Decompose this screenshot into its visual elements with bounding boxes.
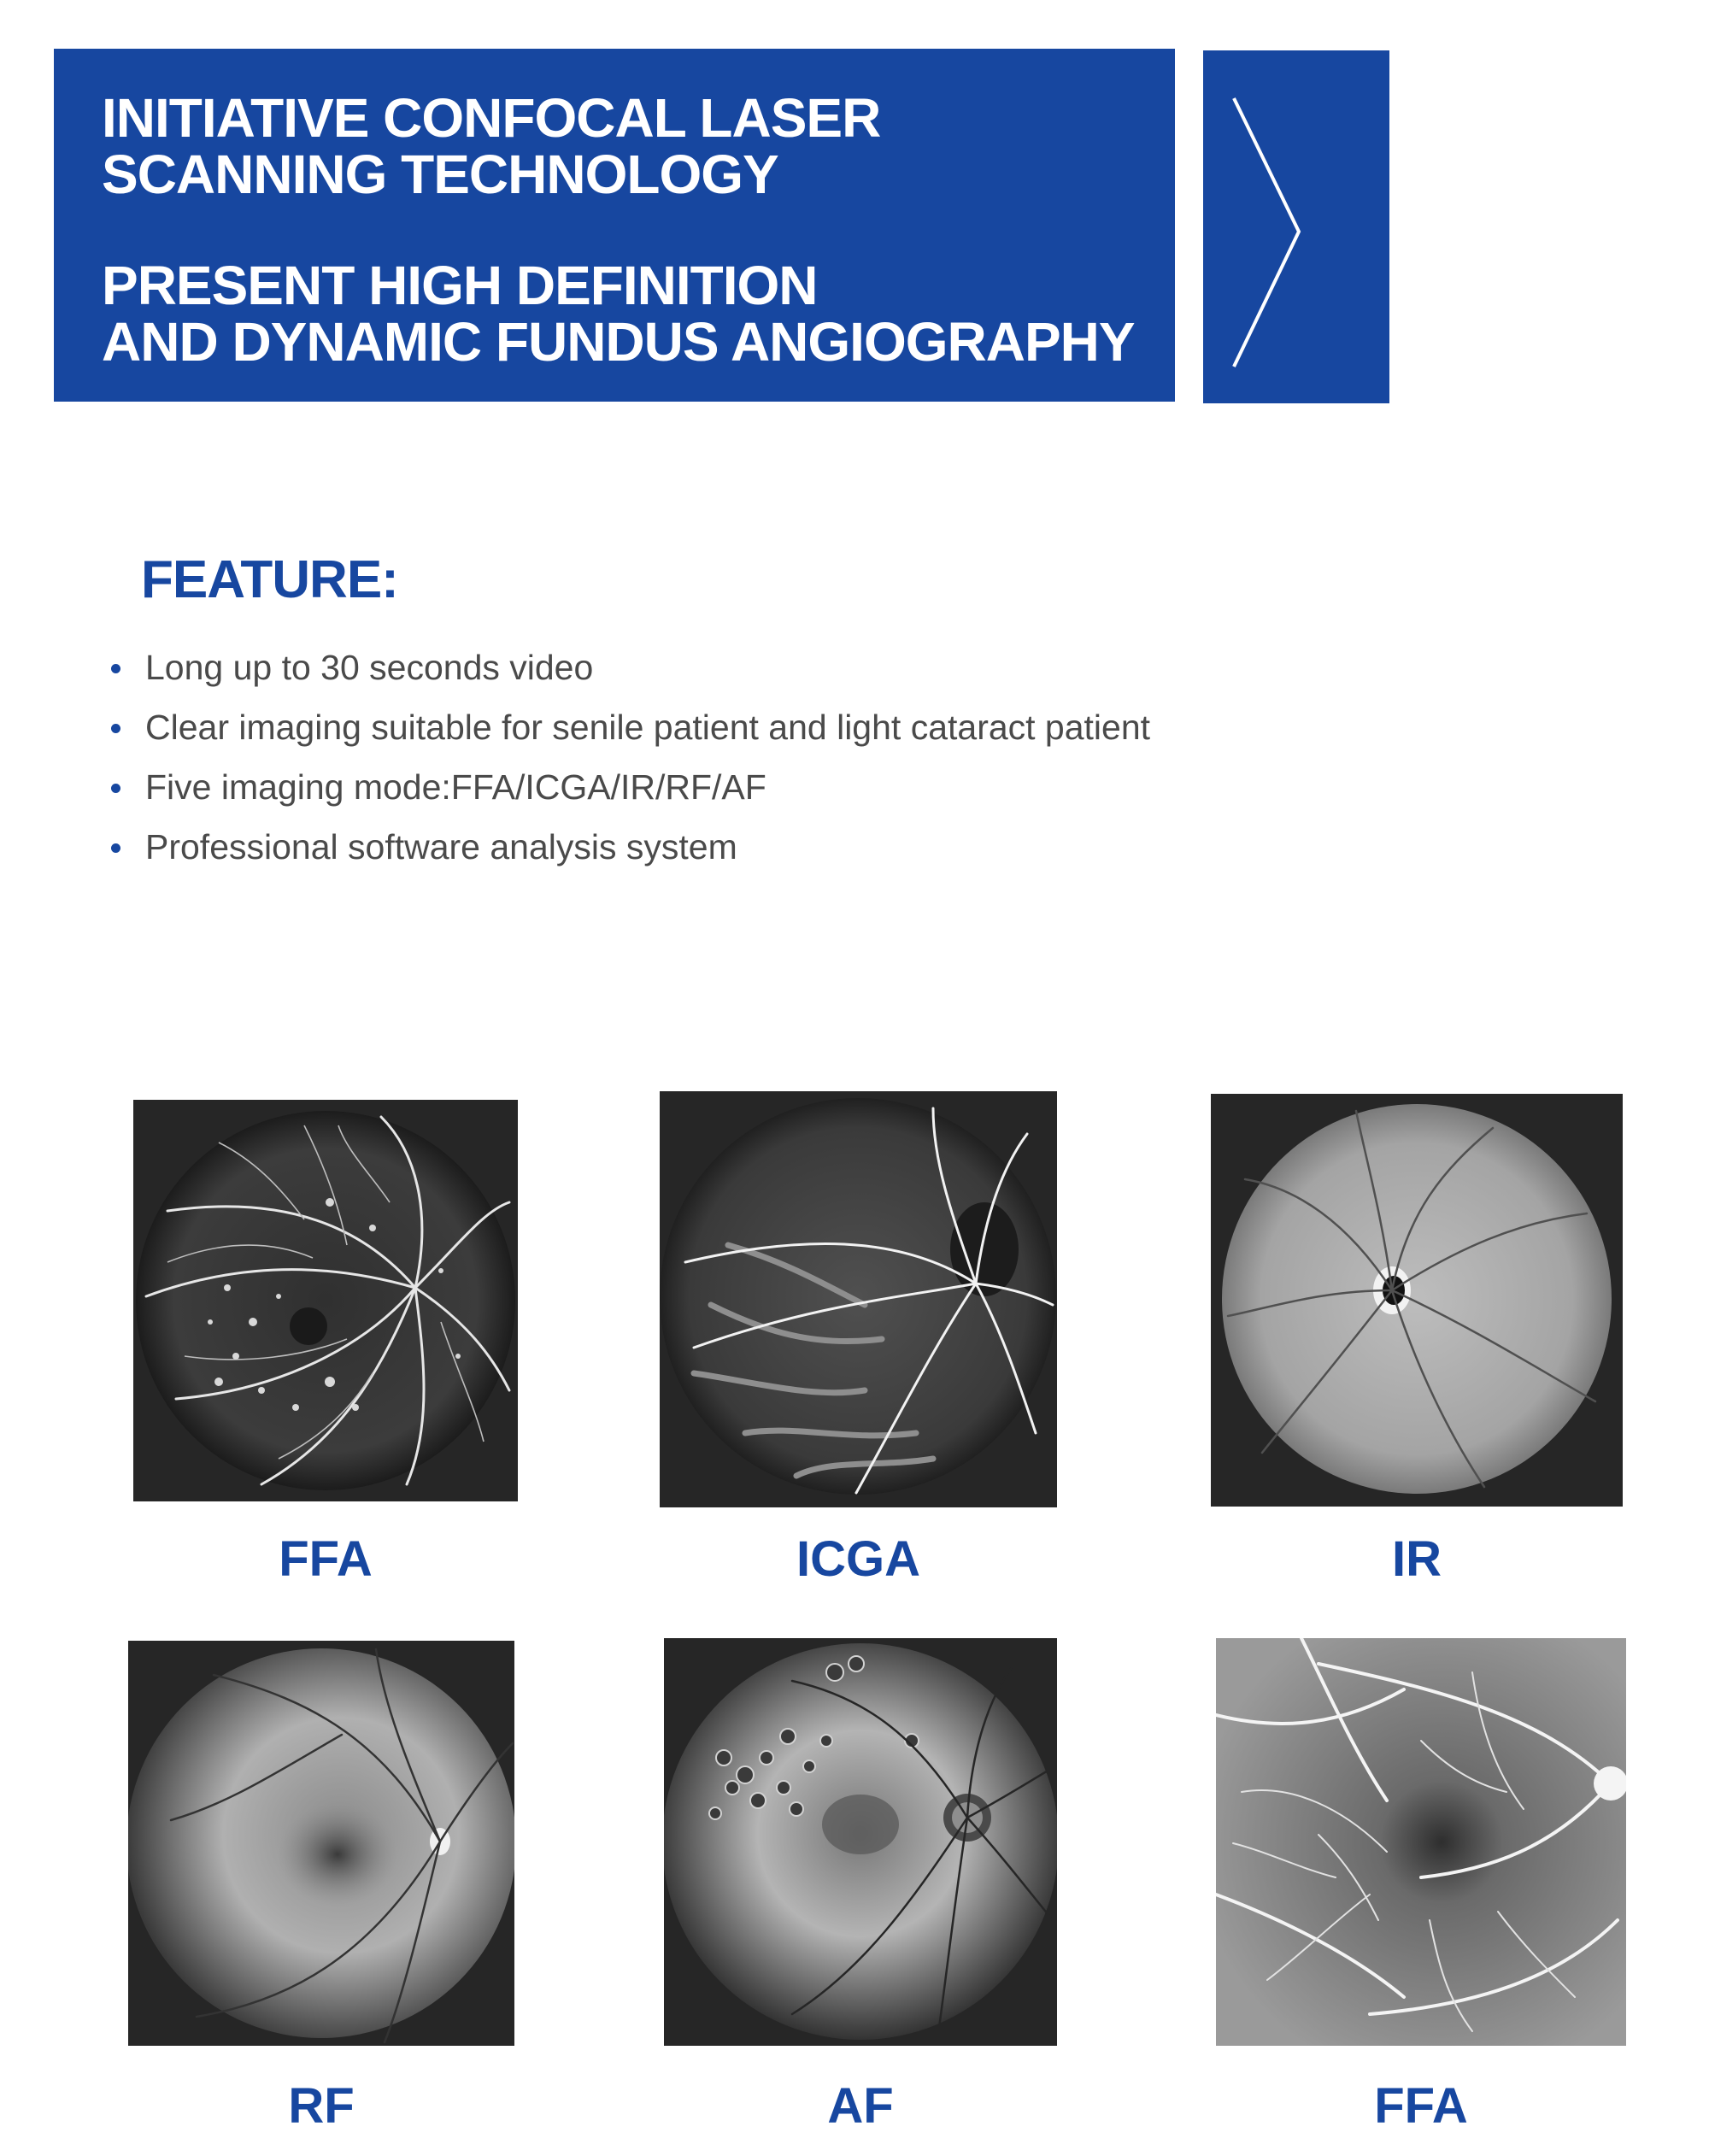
feature-item-text: Professional software analysis system	[145, 827, 737, 867]
headline-block-1	[102, 87, 1175, 205]
fundus-image-icga	[660, 1091, 1057, 1507]
feature-item-text: Clear imaging suitable for senile patient and light cataract patient	[145, 708, 1151, 747]
icga-angiogram-picture	[660, 1091, 1057, 1507]
feature-heading: FEATURE:	[141, 550, 398, 609]
feature-item-text: Five imaging mode:FFA/ICGA/IR/RF/AF	[145, 767, 766, 807]
headline-line: SCANNING TECHNOLOGY	[102, 144, 778, 205]
ffa-widefield-picture	[1216, 1638, 1626, 2046]
bullet-dot-icon	[111, 664, 120, 673]
feature-item	[109, 702, 1150, 762]
feature-item	[109, 822, 1150, 882]
image-caption: RF	[288, 2078, 355, 2134]
chevron-right-icon	[1203, 50, 1389, 403]
feature-item	[109, 762, 1150, 822]
rf-fundus-picture	[128, 1641, 514, 2046]
fundus-image-ir	[1211, 1094, 1623, 1507]
image-caption: FFA	[1374, 2078, 1468, 2134]
headline-block-2	[102, 255, 1175, 373]
headline-line: AND DYNAMIC FUNDUS ANGIOGRAPHY	[102, 311, 1135, 373]
image-caption: AF	[827, 2078, 894, 2134]
feature-item	[109, 643, 1150, 702]
fundus-image-rf	[128, 1641, 514, 2046]
headline-line: PRESENT HIGH DEFINITION	[102, 255, 818, 316]
bullet-dot-icon	[111, 724, 120, 733]
arrow-panel	[1203, 50, 1389, 403]
bullet-dot-icon	[111, 843, 120, 853]
header-banner	[54, 49, 1175, 402]
fundus-image-ffa	[133, 1100, 518, 1501]
image-caption: FFA	[279, 1531, 373, 1587]
ffa-angiogram-picture	[133, 1100, 518, 1501]
fundus-image-ffa-widefield	[1216, 1638, 1626, 2046]
ir-fundus-picture	[1211, 1094, 1623, 1507]
fundus-image-af	[664, 1638, 1057, 2046]
image-caption: ICGA	[796, 1531, 920, 1587]
feature-item-text: Long up to 30 seconds video	[145, 648, 594, 687]
af-fundus-picture	[664, 1638, 1057, 2046]
bullet-dot-icon	[111, 784, 120, 793]
feature-list	[109, 643, 1150, 882]
headline-line: INITIATIVE CONFOCAL LASER	[102, 87, 881, 149]
image-caption: IR	[1392, 1531, 1442, 1587]
